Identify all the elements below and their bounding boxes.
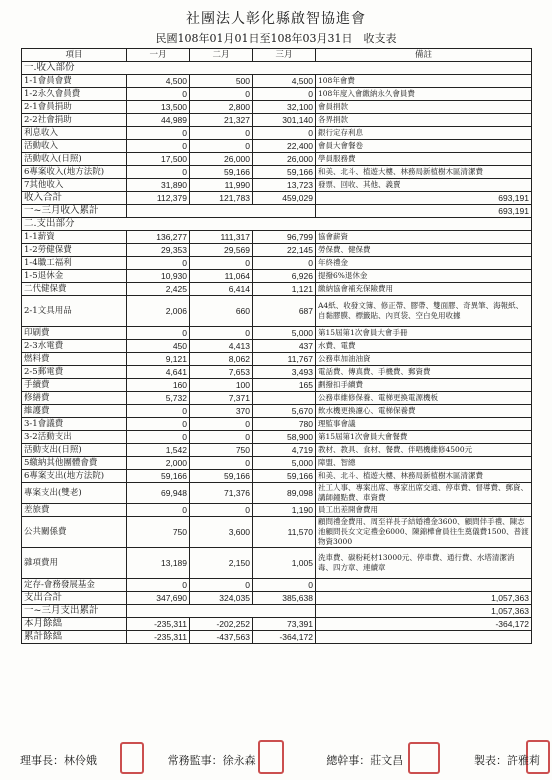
table-row	[22, 579, 532, 592]
row-note: 水費、電費	[316, 340, 532, 353]
row-month3: 4,719	[253, 444, 316, 457]
row-month1: 0	[127, 88, 190, 101]
row-month1: -235,311	[127, 618, 190, 631]
row-item: 收入合計	[22, 192, 127, 205]
row-month1: 59,166	[127, 470, 190, 483]
row-month3: 22,400	[253, 140, 316, 153]
header-note: 備註	[316, 49, 532, 62]
row-month2: 7,653	[190, 366, 253, 379]
row-item: 活動支出(日照)	[22, 444, 127, 457]
row-month3: 11,767	[253, 353, 316, 366]
cumulative-blank	[127, 205, 316, 218]
table-row	[22, 140, 532, 153]
row-month2: -437,563	[190, 631, 253, 644]
row-month1: 160	[127, 379, 190, 392]
row-month3: 1,190	[253, 504, 316, 517]
row-month1: 0	[127, 257, 190, 270]
section-heading: 二.支出部分	[22, 218, 532, 231]
row-month3: 687	[253, 296, 316, 327]
row-month2: 0	[190, 88, 253, 101]
row-item: 1-1會員會費	[22, 75, 127, 88]
row-note: 洗車費、碳粉耗材13000元、停車費、通行費、水塔清潔消毒、四方章、連續章	[316, 548, 532, 579]
table-row	[22, 366, 532, 379]
row-month3: 0	[253, 579, 316, 592]
table-header-row	[22, 49, 532, 62]
row-month2: 59,166	[190, 166, 253, 179]
table-row	[22, 127, 532, 140]
row-month1: 29,353	[127, 244, 190, 257]
table-row	[22, 631, 532, 644]
row-note: 教材、教具、食材、餐費、伴唱機維修4500元	[316, 444, 532, 457]
table-row	[22, 444, 532, 457]
row-month1: 136,277	[127, 231, 190, 244]
row-note: 電話費、傳真費、手機費、郵資費	[316, 366, 532, 379]
table-row	[22, 192, 532, 205]
row-month3: 32,100	[253, 101, 316, 114]
row-month2: 0	[190, 504, 253, 517]
row-month2: 26,000	[190, 153, 253, 166]
row-month3: 4,500	[253, 75, 316, 88]
table-row	[22, 470, 532, 483]
row-month3: 13,723	[253, 179, 316, 192]
table-row	[22, 353, 532, 366]
row-month1: 0	[127, 166, 190, 179]
table-row	[22, 257, 532, 270]
row-note: A4紙、收發文簿、修正帶、膠帶、雙面膠、奇異筆、海報紙、自黏膠膜、標籤貼、內頁袋、空白免用收據	[316, 296, 532, 327]
row-note: 提撥6%退休金	[316, 270, 532, 283]
row-item: 3-1會議費	[22, 418, 127, 431]
row-month3: 165	[253, 379, 316, 392]
row-note: 會員捐款	[316, 101, 532, 114]
table-row	[22, 517, 532, 548]
row-month3: 73,391	[253, 618, 316, 631]
row-item: 公共關係費	[22, 517, 127, 548]
row-month2: 0	[190, 579, 253, 592]
row-month3: 385,638	[253, 592, 316, 605]
row-month1: 450	[127, 340, 190, 353]
row-month1: 2,006	[127, 296, 190, 327]
row-month2: 21,327	[190, 114, 253, 127]
row-item: 雜項費用	[22, 548, 127, 579]
row-item: 支出合計	[22, 592, 127, 605]
header-month3: 三月	[253, 49, 316, 62]
cumulative-value: 1,057,363	[316, 605, 532, 618]
table-row	[22, 457, 532, 470]
row-month2: 121,783	[190, 192, 253, 205]
table-row	[22, 504, 532, 517]
cumulative-blank	[127, 605, 316, 618]
table-row	[22, 101, 532, 114]
row-month1: 31,890	[127, 179, 190, 192]
table-row	[22, 270, 532, 283]
row-month2: 0	[190, 418, 253, 431]
row-item: 2-5郵電費	[22, 366, 127, 379]
table-row	[22, 218, 532, 231]
row-item: 2-2社會捐助	[22, 114, 127, 127]
row-item: 手續費	[22, 379, 127, 392]
row-note: 銀行定存利息	[316, 127, 532, 140]
row-month2: 2,150	[190, 548, 253, 579]
row-month1: 0	[127, 431, 190, 444]
row-item: 累計餘絀	[22, 631, 127, 644]
row-month1: 1,542	[127, 444, 190, 457]
chairman-signature: 理事長：林伶娥	[20, 754, 97, 767]
row-month1: 112,379	[127, 192, 190, 205]
row-month2: 500	[190, 75, 253, 88]
signature-footer	[20, 752, 540, 768]
row-month2: 0	[190, 257, 253, 270]
table-row	[22, 166, 532, 179]
row-month1: 13,500	[127, 101, 190, 114]
income-expense-table	[21, 48, 532, 644]
row-month1: 13,189	[127, 548, 190, 579]
row-month3: 22,145	[253, 244, 316, 257]
row-month2: 0	[190, 140, 253, 153]
row-note: 勞保費、健保費	[316, 244, 532, 257]
table-row	[22, 379, 532, 392]
row-note: 693,191	[316, 192, 532, 205]
row-month2: 0	[190, 457, 253, 470]
table-row	[22, 205, 532, 218]
row-month2: 660	[190, 296, 253, 327]
row-item: 燃料費	[22, 353, 127, 366]
row-month2: -202,252	[190, 618, 253, 631]
cumulative-value: 693,191	[316, 205, 532, 218]
table-row	[22, 592, 532, 605]
row-month3: 5,000	[253, 457, 316, 470]
row-month3: -364,172	[253, 631, 316, 644]
row-month1: 0	[127, 127, 190, 140]
header-month2: 二月	[190, 49, 253, 62]
row-item: 1-2勞健保費	[22, 244, 127, 257]
row-month2: 29,569	[190, 244, 253, 257]
row-month3: 11,570	[253, 517, 316, 548]
row-note: 各界捐款	[316, 114, 532, 127]
header-month1: 一月	[127, 49, 190, 62]
row-month2: 0	[190, 431, 253, 444]
document-title: 社團法人彰化縣啟智協進會	[186, 11, 366, 27]
table-row	[22, 75, 532, 88]
row-item: 2-3水電費	[22, 340, 127, 353]
row-month1: 0	[127, 140, 190, 153]
row-note: 公務車加油油資	[316, 353, 532, 366]
row-month3: 1,005	[253, 548, 316, 579]
row-month3: 301,140	[253, 114, 316, 127]
row-note: 繳納協會補充保險費用	[316, 283, 532, 296]
row-note	[316, 579, 532, 592]
row-note: 發票、回收、其他、義賣	[316, 179, 532, 192]
table-row	[22, 483, 532, 504]
row-note: 年終禮金	[316, 257, 532, 270]
row-month3: 96,799	[253, 231, 316, 244]
row-note: 108年會費	[316, 75, 532, 88]
row-month1: -235,311	[127, 631, 190, 644]
row-month3: 0	[253, 88, 316, 101]
row-month2: 11,990	[190, 179, 253, 192]
row-note: 108年度入會繳納永久會員費	[316, 88, 532, 101]
table-row	[22, 392, 532, 405]
row-note: 和美、北斗、植遊大樓、林務局新植樹木區清潔費	[316, 166, 532, 179]
row-note: 第15屆第1次會員大會餐費	[316, 431, 532, 444]
row-item: 2-1文具用品	[22, 296, 127, 327]
row-month1: 2,000	[127, 457, 190, 470]
row-month2: 59,166	[190, 470, 253, 483]
row-month1: 2,425	[127, 283, 190, 296]
row-note	[316, 631, 532, 644]
row-month3: 89,098	[253, 483, 316, 504]
row-month2: 11,064	[190, 270, 253, 283]
row-item: 本月餘絀	[22, 618, 127, 631]
row-month2: 71,376	[190, 483, 253, 504]
table-row	[22, 88, 532, 101]
table-row	[22, 605, 532, 618]
row-month3: 0	[253, 127, 316, 140]
row-month1: 9,121	[127, 353, 190, 366]
row-item: 1-1薪資	[22, 231, 127, 244]
row-note: 會員大會餐卷	[316, 140, 532, 153]
table-row	[22, 62, 532, 75]
supervisor-signature: 常務監事：徐永森	[167, 754, 256, 767]
table-row	[22, 340, 532, 353]
row-item: 印刷費	[22, 327, 127, 340]
row-month2: 324,035	[190, 592, 253, 605]
row-note: 員工出差開會費用	[316, 504, 532, 517]
row-month1: 0	[127, 327, 190, 340]
row-month3: 59,166	[253, 166, 316, 179]
table-row	[22, 548, 532, 579]
document-subtitle: 民國108年01月01日至108年03月31日 收支表	[155, 32, 397, 45]
row-note: 劃撥扣手續費	[316, 379, 532, 392]
section-heading: 一.收入部份	[22, 62, 532, 75]
row-item: 5繳納其他團體會費	[22, 457, 127, 470]
cumulative-label: 一~三月收入累計	[22, 205, 127, 218]
row-note: -364,172	[316, 618, 532, 631]
row-note: 社工人事、專案出席、專家出席交通、停車費、督導費、郵資、講師鐘點費、車資費	[316, 483, 532, 504]
table-row	[22, 244, 532, 257]
row-month1: 0	[127, 405, 190, 418]
row-month3	[253, 392, 316, 405]
row-month2: 3,600	[190, 517, 253, 548]
row-item: 二代健保費	[22, 283, 127, 296]
row-item: 1-2永久會員費	[22, 88, 127, 101]
row-month3: 459,029	[253, 192, 316, 205]
row-note: 1,057,363	[316, 592, 532, 605]
cumulative-label: 一~三月支出累計	[22, 605, 127, 618]
row-item: 6專案收入(地方法院)	[22, 166, 127, 179]
row-month2: 370	[190, 405, 253, 418]
row-month2: 100	[190, 379, 253, 392]
row-month1: 17,500	[127, 153, 190, 166]
row-item: 6專案支出(地方法院)	[22, 470, 127, 483]
row-item: 2-1會員捐助	[22, 101, 127, 114]
table-row	[22, 296, 532, 327]
table-body	[22, 62, 532, 644]
row-month2: 0	[190, 327, 253, 340]
row-item: 1-5退休金	[22, 270, 127, 283]
row-item: 1-4職工福利	[22, 257, 127, 270]
row-month3: 26,000	[253, 153, 316, 166]
row-note: 理監事會議	[316, 418, 532, 431]
row-item: 差旅費	[22, 504, 127, 517]
table-row	[22, 618, 532, 631]
row-month1: 10,930	[127, 270, 190, 283]
table-row	[22, 231, 532, 244]
row-month1: 4,641	[127, 366, 190, 379]
row-note: 顧問禮金費用、周至祥長子結婚禮金3600、顧問伴手禮、陳志池顧問長女文定禮金6000、陳錦樺會員往生奠儀費1500、普渡物資3000	[316, 517, 532, 548]
row-item: 7其他收入	[22, 179, 127, 192]
row-note: 公務車維修保養、電梯更換電源機板	[316, 392, 532, 405]
row-month3: 5,670	[253, 405, 316, 418]
row-note: 障盟、智總	[316, 457, 532, 470]
row-month1: 5,732	[127, 392, 190, 405]
row-item: 利息收入	[22, 127, 127, 140]
table-row	[22, 327, 532, 340]
table-row	[22, 153, 532, 166]
row-month3: 0	[253, 257, 316, 270]
row-month3: 3,493	[253, 366, 316, 379]
row-item: 活動收入	[22, 140, 127, 153]
row-month1: 347,690	[127, 592, 190, 605]
row-month2: 4,413	[190, 340, 253, 353]
row-month2: 0	[190, 127, 253, 140]
table-row	[22, 114, 532, 127]
row-month3: 437	[253, 340, 316, 353]
secretary-signature: 總幹事：莊文昌	[326, 754, 404, 767]
row-note: 和美、北斗、植遊大樓、林務局新植樹木區清潔費	[316, 470, 532, 483]
row-month1: 0	[127, 418, 190, 431]
table-row	[22, 418, 532, 431]
row-item: 3-2活動支出	[22, 431, 127, 444]
table-row	[22, 283, 532, 296]
row-month2: 8,062	[190, 353, 253, 366]
row-month3: 1,121	[253, 283, 316, 296]
row-month3: 780	[253, 418, 316, 431]
row-month1: 44,989	[127, 114, 190, 127]
row-month1: 750	[127, 517, 190, 548]
row-note: 協會薪資	[316, 231, 532, 244]
row-month3: 58,900	[253, 431, 316, 444]
row-month1: 69,948	[127, 483, 190, 504]
row-month2: 750	[190, 444, 253, 457]
row-month2: 111,317	[190, 231, 253, 244]
row-note: 學員服務費	[316, 153, 532, 166]
row-month2: 2,800	[190, 101, 253, 114]
table-row	[22, 431, 532, 444]
row-item: 修繕費	[22, 392, 127, 405]
row-month3: 6,926	[253, 270, 316, 283]
row-item: 專案支出(雙老)	[22, 483, 127, 504]
row-item: 活動收入(日照)	[22, 153, 127, 166]
row-item: 定存-會務發展基金	[22, 579, 127, 592]
row-item: 維護費	[22, 405, 127, 418]
header-item: 項目	[22, 49, 127, 62]
table-row	[22, 179, 532, 192]
preparer-signature: 製表：許雅莉	[473, 754, 540, 767]
row-month3: 5,000	[253, 327, 316, 340]
table-row	[22, 405, 532, 418]
row-month3: 59,166	[253, 470, 316, 483]
row-month1: 0	[127, 504, 190, 517]
row-month2: 7,371	[190, 392, 253, 405]
row-month1: 4,500	[127, 75, 190, 88]
row-month2: 6,414	[190, 283, 253, 296]
row-month1: 0	[127, 579, 190, 592]
row-note: 第15屆第1次會員大會手冊	[316, 327, 532, 340]
row-note: 飲水機更換濾心、電梯保養費	[316, 405, 532, 418]
